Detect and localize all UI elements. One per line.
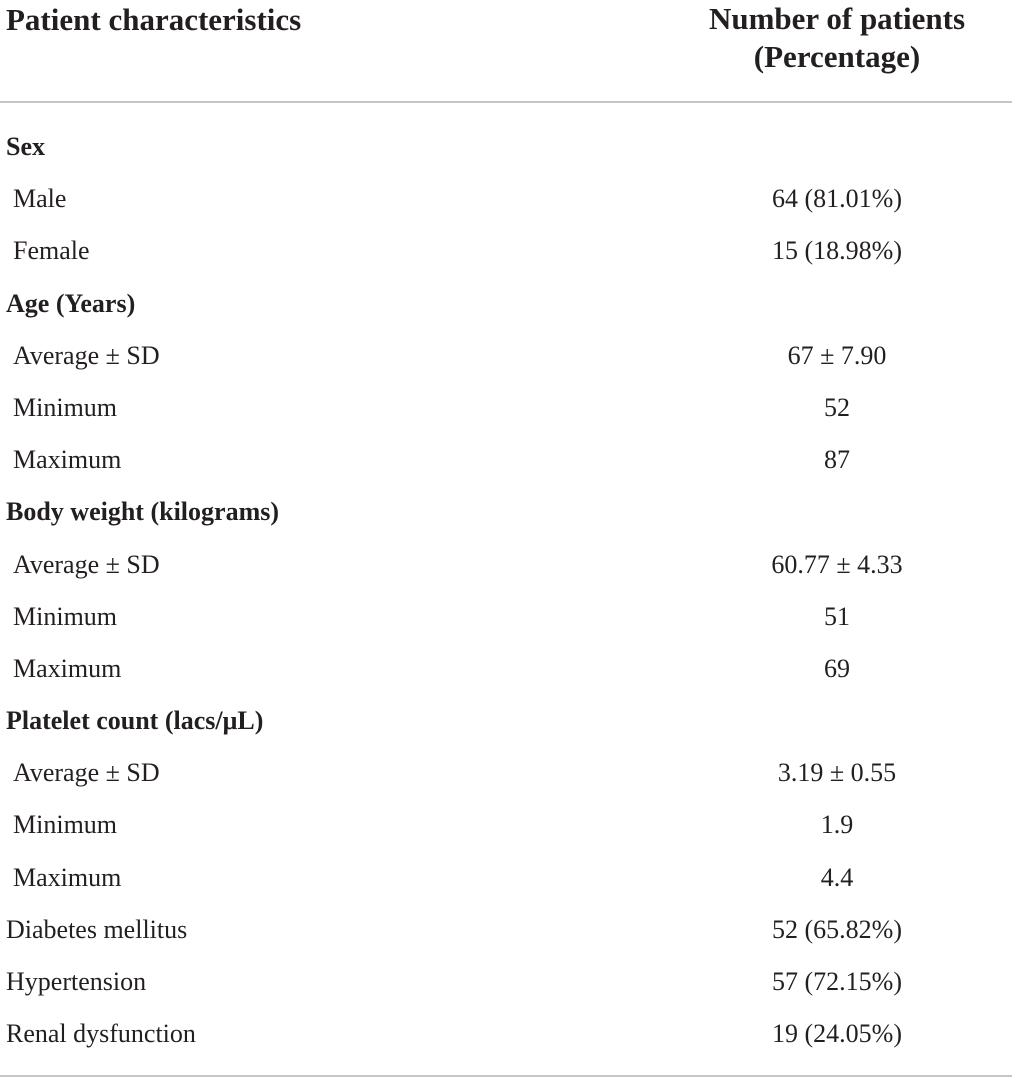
row-label: Minimum: [13, 810, 118, 840]
row-label: Renal dysfunction: [6, 1019, 196, 1049]
row-value: 3.19 ± 0.55: [777, 758, 897, 788]
table-row: [0, 434, 1012, 486]
row-label: Diabetes mellitus: [6, 914, 188, 944]
table-bottom-rule: [0, 1075, 1012, 1077]
table-row: [0, 643, 1012, 695]
row-value: 51: [824, 601, 850, 631]
table-row: [0, 695, 1012, 747]
row-value: 87: [824, 445, 850, 475]
row-label: Hypertension: [6, 967, 147, 996]
table-row: [0, 330, 1012, 382]
table-body: [0, 121, 1012, 1060]
header-number-of-patients: [662, 0, 1012, 76]
row-value: 4.4: [820, 862, 854, 892]
table-row: [0, 852, 1012, 904]
table-row: [0, 121, 1012, 173]
row-label: Platelet count (lacs/μL): [6, 706, 264, 736]
row-label: Average ± SD: [13, 340, 160, 370]
table-row: [0, 225, 1012, 277]
table-row: [0, 1008, 1012, 1060]
row-value: 67 ± 7.90: [787, 340, 887, 370]
row-label: Male: [13, 184, 67, 214]
row-value: 19 (24.05%): [772, 1019, 902, 1049]
header-number-of-patients-line1: Number of patients: [708, 1, 966, 36]
table-row: [0, 591, 1012, 643]
row-value: 69: [824, 653, 850, 683]
table-row: [0, 799, 1012, 851]
table-row: [0, 486, 1012, 538]
row-value: 52: [824, 392, 850, 422]
row-value: 64 (81.01%): [772, 184, 902, 214]
table-header: [0, 0, 1012, 103]
row-value: 52 (65.82%): [772, 914, 902, 944]
table-row: [0, 539, 1012, 591]
table-row: [0, 382, 1012, 434]
header-patient-characteristics: Patient characteristics: [6, 2, 302, 37]
row-value: 1.9: [820, 810, 854, 840]
row-value: 60.77 ± 4.33: [771, 549, 903, 579]
row-label: Maximum: [13, 445, 122, 475]
row-label: Female: [13, 236, 90, 266]
row-label: Maximum: [13, 862, 122, 892]
row-label: Maximum: [13, 653, 122, 683]
header-percentage-line2: (Percentage): [753, 39, 921, 74]
row-label: Minimum: [13, 601, 118, 631]
row-label: Average ± SD: [13, 549, 160, 579]
table-row: [0, 904, 1012, 956]
table-row: [0, 956, 1012, 1008]
row-label: Average ± SD: [13, 758, 160, 788]
row-label: Minimum: [13, 392, 118, 422]
row-label: Body weight (kilograms): [6, 497, 279, 527]
row-label: Age (Years): [6, 288, 136, 318]
row-value: 15 (18.98%): [772, 236, 902, 266]
table-row: [0, 173, 1012, 225]
table-row: [0, 278, 1012, 330]
row-label: Sex: [6, 132, 45, 161]
table-row: [0, 747, 1012, 799]
row-value: 57 (72.15%): [772, 967, 902, 996]
